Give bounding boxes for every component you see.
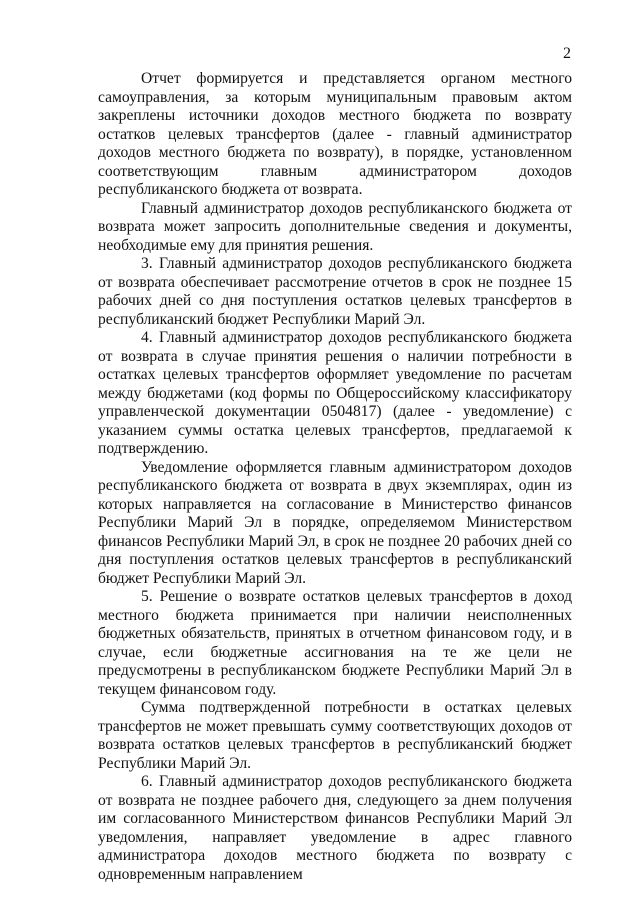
page-number: 2 bbox=[563, 45, 571, 62]
paragraph-confirmed-amount: Сумма подтвержденной потребности в остатках целевых трансфертов не может превышать сумму соответствующих доходов от возврата остатков целевых трансфертов в республиканский бюджет Республики Марий Эл. bbox=[98, 699, 572, 772]
document-body bbox=[98, 70, 572, 884]
paragraph-item-6: 6. Главный администратор доходов республиканского бюджета от возврата не позднее рабочего дня, следующего за днем получения им согласованного Министерством финансов Республики Марий Эл уведомления, направляет уведомление в адрес главного администратора доходов местного бюджета по возврату с одновременным направлением bbox=[98, 773, 572, 883]
paragraph-additional-info-request: Главный администратор доходов республиканского бюджета от возврата может запросить дополнительные сведения и документы, необходимые ему для принятия решения. bbox=[98, 199, 572, 254]
paragraph-item-5: 5. Решение о возврате остатков целевых трансфертов в доход местного бюджета принимается при наличии неисполненных бюджетных обязательств, принятых в отчетном финансовом году, и в случае, если бюджетные ассигнования на те же цели не предусмотрены в республиканском бюджете Республики Марий Эл в текущем финансовом году. bbox=[98, 588, 572, 698]
paragraph-item-3: 3. Главный администратор доходов республиканского бюджета от возврата обеспечивает рассмотрение отчетов в срок не позднее 15 рабочих дней со дня поступления остатков целевых трансфертов в республиканский бюджет Республики Марий Эл. bbox=[98, 255, 572, 328]
paragraph-item-4: 4. Главный администратор доходов республиканского бюджета от возврата в случае принятия решения о наличии потребности в остатках целевых трансфертов оформляет уведомление по расчетам между бюджетами (код формы по Общероссийскому классификатору управленческой документации 0504817) (далее - уведомление) с указанием суммы остатка целевых трансфертов, предлагаемой к подтверждению. bbox=[98, 329, 572, 457]
paragraph-notification-issuance: Уведомление оформляется главным администратором доходов республиканского бюджета от возврата в двух экземплярах, один из которых направляется на согласование в Министерство финансов Республики Марий Эл в порядке, определяемом Министерством финансов Республики Марий Эл, в срок не позднее 20 рабочих дней со дня поступления остатков целевых трансфертов в республиканский бюджет Республики Марий Эл. bbox=[98, 458, 572, 587]
paragraph-report-formation: Отчет формируется и представляется органом местного самоуправления, за которым муниципальным правовым актом закреплены источники доходов местного бюджета по возврату остатков целевых трансфертов (далее - главный администратор доходов местного бюджета по возврату), в порядке, установленном соответствующим главным администратором доходов республиканского бюджета от возврата. bbox=[98, 70, 572, 198]
